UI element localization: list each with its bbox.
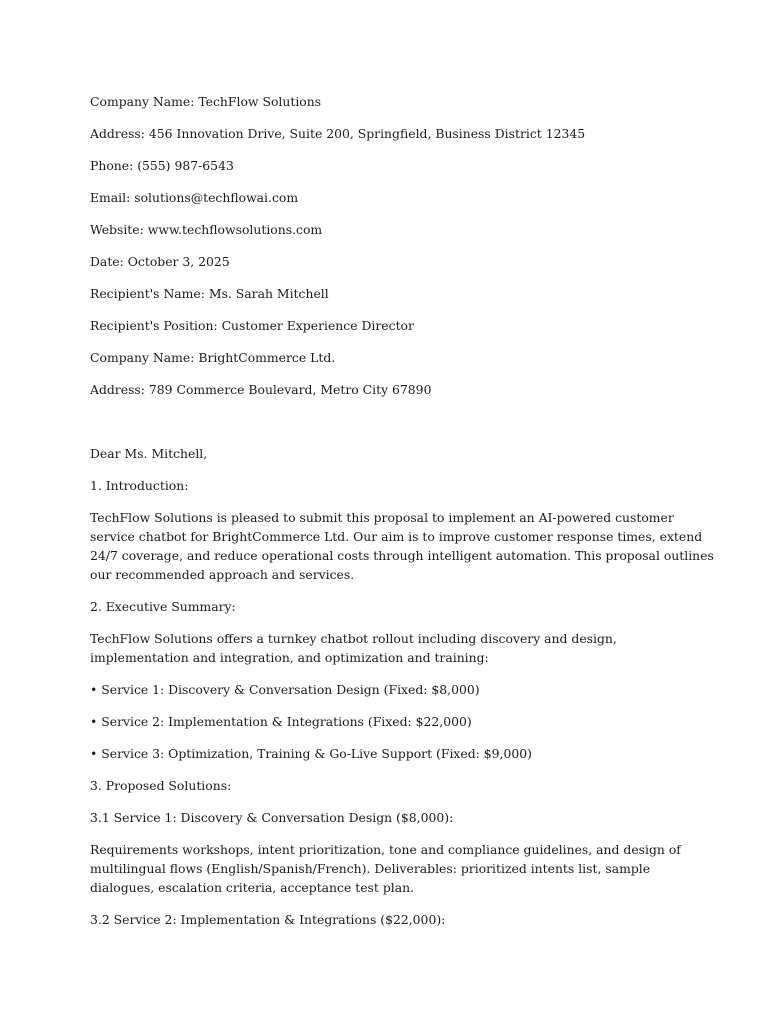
section-heading-introduction: 1. Introduction: xyxy=(90,478,189,493)
paragraph-line: 24/7 coverage, and reduce operational costs through intelligent automation. This proposal outlines xyxy=(90,548,714,563)
paragraph-line: Requirements workshops, intent prioritization, tone and compliance guidelines, and design of xyxy=(90,842,681,857)
paragraph-line: TechFlow Solutions is pleased to submit this proposal to implement an AI-powered customer xyxy=(90,510,674,525)
sender-address: Address: 456 Innovation Drive, Suite 200, Springfield, Business District 12345 xyxy=(90,126,586,141)
letter-date: Date: October 3, 2025 xyxy=(90,254,230,269)
sender-phone: Phone: (555) 987-6543 xyxy=(90,158,234,173)
paragraph-line: TechFlow Solutions offers a turnkey chatbot rollout including discovery and design, xyxy=(90,631,617,646)
salutation: Dear Ms. Mitchell, xyxy=(90,446,208,461)
recipient-name: Recipient's Name: Ms. Sarah Mitchell xyxy=(90,286,329,301)
recipient-company: Company Name: BrightCommerce Ltd. xyxy=(90,350,336,365)
recipient-address: Address: 789 Commerce Boulevard, Metro City 67890 xyxy=(90,382,432,397)
paragraph-line: multilingual flows (English/Spanish/French). Deliverables: prioritized intents list, sample xyxy=(90,861,651,876)
paragraph-line: dialogues, escalation criteria, acceptance test plan. xyxy=(90,880,415,895)
section-heading-proposed-solutions: 3. Proposed Solutions: xyxy=(90,778,232,793)
letter-content xyxy=(90,92,714,942)
introduction-paragraph xyxy=(90,508,714,584)
sender-website: Website: www.techflowsolutions.com xyxy=(90,222,323,237)
executive-summary-paragraph xyxy=(90,629,690,667)
service-list-item: • Service 1: Discovery & Conversation Design (Fixed: $8,000) xyxy=(90,682,480,697)
service-1-paragraph xyxy=(90,840,690,897)
paragraph-line: service chatbot for BrightCommerce Ltd. Our aim is to improve customer response times, extend xyxy=(90,529,703,544)
service-list-item: • Service 2: Implementation & Integrations (Fixed: $22,000) xyxy=(90,714,472,729)
spacer xyxy=(90,412,690,444)
subsection-heading-service-2: 3.2 Service 2: Implementation & Integrations ($22,000): xyxy=(90,912,446,927)
subsection-heading-service-1: 3.1 Service 1: Discovery & Conversation Design ($8,000): xyxy=(90,810,454,825)
section-heading-executive-summary: 2. Executive Summary: xyxy=(90,599,236,614)
paragraph-line: our recommended approach and services. xyxy=(90,567,355,582)
paragraph-line: implementation and integration, and optimization and training: xyxy=(90,650,489,665)
sender-email: Email: solutions@techflowai.com xyxy=(90,190,299,205)
sender-company: Company Name: TechFlow Solutions xyxy=(90,94,322,109)
service-list-item: • Service 3: Optimization, Training & Go-Live Support (Fixed: $9,000) xyxy=(90,746,532,761)
recipient-position: Recipient's Position: Customer Experience Director xyxy=(90,318,414,333)
